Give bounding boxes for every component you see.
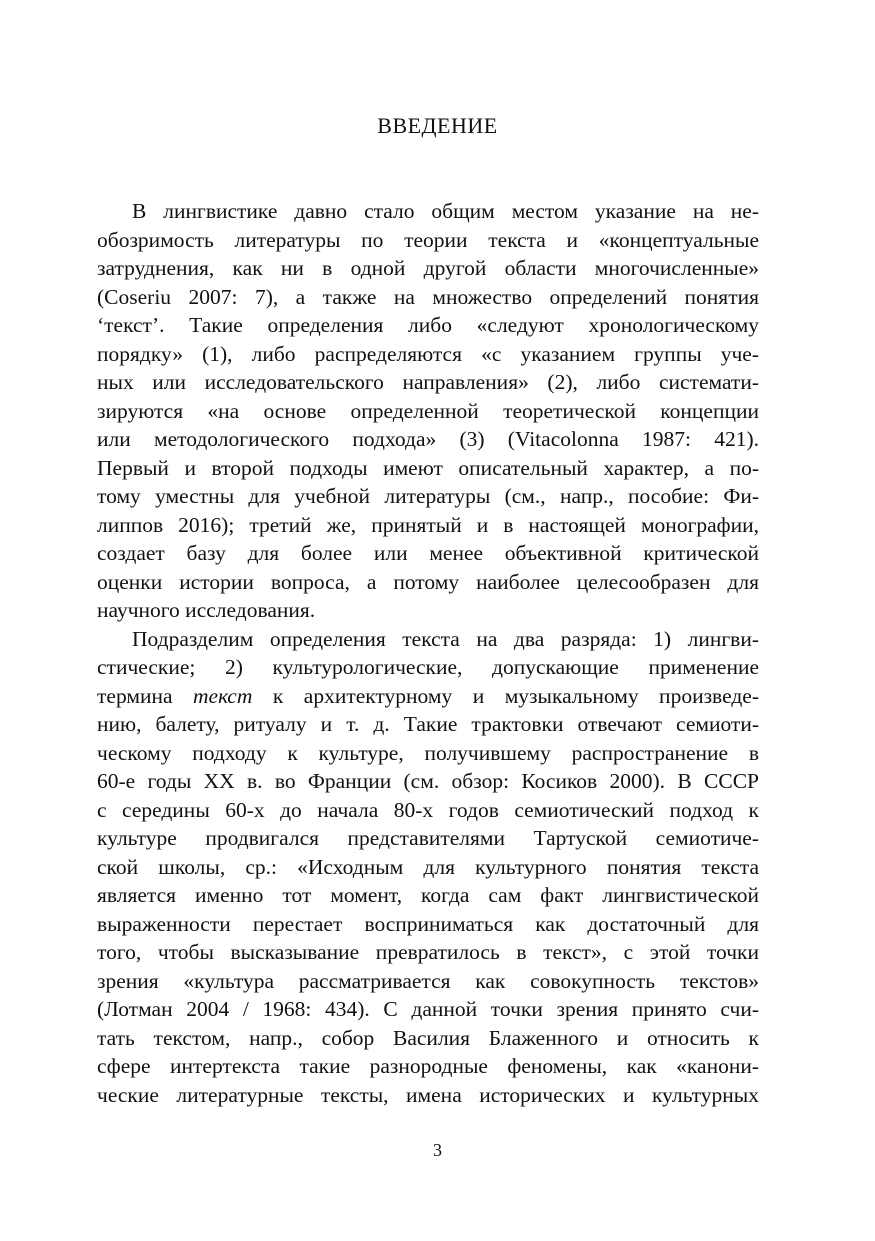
text-line: порядку» (1), либо распределяются «с указанием группы уче- [97,341,759,366]
text-line: является именно тот момент, когда сам факт лингвистической [97,883,759,907]
text-line: нию, балету, ритуалу и т. д. Такие трактовки отвечают семиоти- [97,712,759,736]
text-run: к архитектурному и музыкальному произведе- [252,683,759,708]
paragraph-2 [97,625,759,1110]
text-run: термина [97,683,193,708]
text-line: или методологического подхода» (3) (Vitacolonna 1987: 421). [97,427,759,451]
text-line-with-italic [97,682,759,711]
text-line: создает базу для более или менее объективной критической [97,541,759,565]
page-number: 3 [433,1140,442,1160]
body-text [97,197,759,1109]
text-line: культуре продвигался представителями Тартуской семиотиче- [97,826,759,850]
text-line: 60-е годы XX в. во Франции (см. обзор: Косиков 2000). В СССР [97,769,759,793]
text-line: тать текстом, напр., собор Василия Блаженного и относить к [97,1025,759,1050]
text-line: зрения «культура рассматривается как совокупность текстов» [97,968,759,993]
text-line: (Coseriu 2007: 7), а также на множество определений понятия [97,284,759,309]
text-line: тому уместны для учебной литературы (см., напр., пособие: Фи- [97,484,759,508]
text-line: того, чтобы высказывание превратилось в текст», с этой точки [97,940,759,964]
text-line: липпов 2016); третий же, принятый и в настоящей монографии, [97,512,759,537]
italic-term: текст [193,683,253,708]
text-line: выраженности перестает восприниматься как достаточный для [97,911,759,936]
text-line: стические; 2) культурологические, допускающие применение [97,655,759,679]
text-line: Подразделим определения текста на два разряда: 1) лингви- [132,626,759,651]
text-line: ных или исследовательского направления» (2), либо системати- [97,370,759,394]
text-line: затруднения, как ни в одной другой области многочисленные» [97,256,759,280]
text-line: обозримость литературы по теории текста и «концептуальные [97,227,759,252]
text-line: зируются «на основе определенной теоретической концепции [97,398,759,423]
text-line: ской школы, ср.: «Исходным для культурного понятия текста [97,854,759,879]
page-title: ВВЕДЕНИЕ [377,113,498,138]
text-line: оценки истории вопроса, а потому наиболее целесообразен для [97,569,759,594]
text-line: сфере интертекста такие разнородные феномены, как «канони- [97,1054,759,1078]
text-line: ческие литературные тексты, имена исторических и культурных [97,1082,759,1107]
text-line: ческому подходу к культуре, получившему распространение в [97,740,759,765]
text-line: В лингвистике давно стало общим местом указание на не- [132,199,759,223]
text-line: научного исследования. [97,598,316,622]
text-line: ‘текст’. Такие определения либо «следуют хронологическому [97,313,759,337]
text-line: Первый и второй подходы имеют описательный характер, а по- [97,455,759,480]
text-line: с середины 60-х до начала 80-х годов семиотический подход к [97,797,759,822]
paragraph-1 [97,197,759,625]
text-line: (Лотман 2004 / 1968: 434). С данной точки зрения принято счи- [97,997,759,1021]
